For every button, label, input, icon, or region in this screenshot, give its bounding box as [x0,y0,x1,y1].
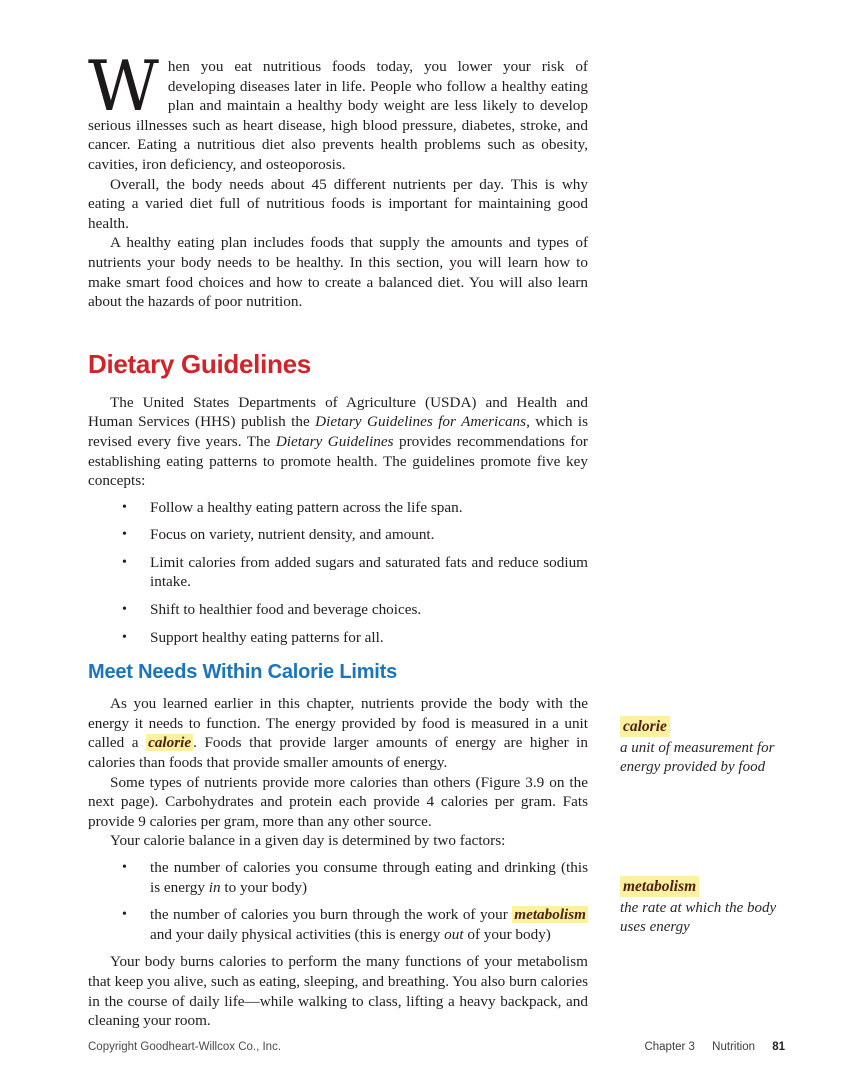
dietary-guidelines-bullet-list [88,498,588,648]
list-item-text: the number of calories you burn through the work of your [150,906,513,924]
list-item-text: Support healthy eating patterns for all. [150,628,384,646]
dg-text-segment: The United States Departments of Agriculture (USDA) and Health and Human Services (HHS) publish the [88,393,588,431]
list-item [88,553,588,592]
bullet-icon: • [122,860,127,875]
intro-paragraph-1 [88,47,588,175]
bullet-icon: • [122,602,127,618]
emphasis-in: in [208,878,221,896]
list-item-text: of your body) [463,925,551,943]
bullet-icon: • [122,554,127,570]
list-item [88,600,588,620]
cl-text-segment: As you learned earlier in this chapter, nutrients provide the body with the energy it needs to function. The energy provided by food is measured in a unit called a [88,695,588,752]
margin-note-metabolism [620,876,805,937]
list-item-text: to your body) [220,878,308,896]
list-item-text: Limit calories from added sugars and saturated fats and reduce sodium intake. [150,553,588,591]
main-text-column [88,47,589,1031]
margin-term: metabolism [620,876,699,897]
bullet-icon: • [122,499,127,515]
intro-paragraph-1-text: hen you eat nutritious foods today, you lower your risk of developing diseases later in life. People who follow a healthy eating plan and maintain a healthy body weight are less likely to develop serious illnesses such as heart disease, high blood pressure, diabetes, stroke, and cancer. Eating a nutritious diet also prevents health problems such as obesity, cavities, iron deficiency, and osteoporosis. [88,58,588,173]
drop-cap: W [88,47,159,127]
page-number: 81 [772,1041,785,1053]
key-term-calorie: calorie [148,734,192,752]
spacer [88,944,588,952]
margin-term: calorie [620,716,670,737]
book-title-italic: Dietary Guidelines [275,432,394,450]
list-item [88,858,588,897]
calorie-balance-bullet-list [88,858,588,944]
footer-chapter-info [630,1041,785,1053]
chapter-label: Chapter 3 [644,1041,695,1053]
calorie-limits-paragraph-4: Your body burns calories to perform the many functions of your metabolism that keep you alive, such as eating, sleeping, and breathing. You also burn calories in the course of daily life—while walking to class, lifting a heavy backpack, and cleaning your room. [88,953,588,1030]
dg-text-segment: provides recommendations for establishing eating patterns to promote health. The guidelines promote five key concepts: [88,432,588,490]
copyright-notice: Copyright Goodheart-Willcox Co., Inc. [88,1041,282,1053]
calorie-limits-paragraph-3: Your calorie balance in a given day is determined by two factors: [110,832,506,850]
list-item-text: Focus on variety, nutrient density, and amount. [150,526,435,544]
list-item [88,525,588,545]
section-heading-dietary-guidelines: Dietary Guidelines [88,348,311,379]
list-item-text: Shift to healthier food and beverage choices. [150,601,422,619]
margin-definition: a unit of measurement for energy provided by food [620,740,775,775]
intro-paragraph-2: Overall, the body needs about 45 different nutrients per day. This is why eating a varied diet full of nutritious foods is important for maintaining good health. [88,175,588,232]
bullet-icon: • [122,527,127,543]
page-footer [88,1041,785,1053]
calorie-limits-paragraph-1 [88,694,588,772]
margin-note-calorie [620,716,805,777]
intro-paragraph-3: A healthy eating plan includes foods that supply the amounts and types of nutrients your body needs to be healthy. In this section, you will learn how to make smart food choices and how to create a balanced diet. You will also learn about the hazards of poor nutrition. [88,234,588,311]
calorie-limits-paragraph-2: Some types of nutrients provide more calories than others (Figure 3.9 on the next page). Carbohydrates and protein each provide 4 calories per gram. Fats provide 9 calories per gram, more than any other source. [88,773,588,830]
subsection-heading-calorie-limits: Meet Needs Within Calorie Limits [88,661,398,684]
cl-text-segment: . Foods that provide larger amounts of energy are higher in calories than foods that provide smaller amounts of energy. [88,734,589,772]
dietary-guidelines-paragraph [88,393,588,491]
section-label: Nutrition [712,1041,755,1053]
list-item [88,628,588,648]
bullet-icon: • [122,907,127,923]
key-term-metabolism: metabolism [514,906,586,924]
bullet-icon: • [122,629,127,645]
list-item-text: and your daily physical activities (this is energy [150,925,445,943]
emphasis-out: out [444,925,464,943]
book-title-italic: Dietary Guidelines for Americans [315,413,527,431]
list-item [88,905,588,944]
list-item-text: the number of calories you consume through eating and drinking (this is energy [150,859,588,896]
margin-definition: the rate at which the body uses energy [620,900,777,935]
dg-text-segment: , which is revised every five years. The [88,413,588,450]
list-item-text: Follow a healthy eating pattern across the life span. [150,498,463,516]
list-item [88,498,588,518]
